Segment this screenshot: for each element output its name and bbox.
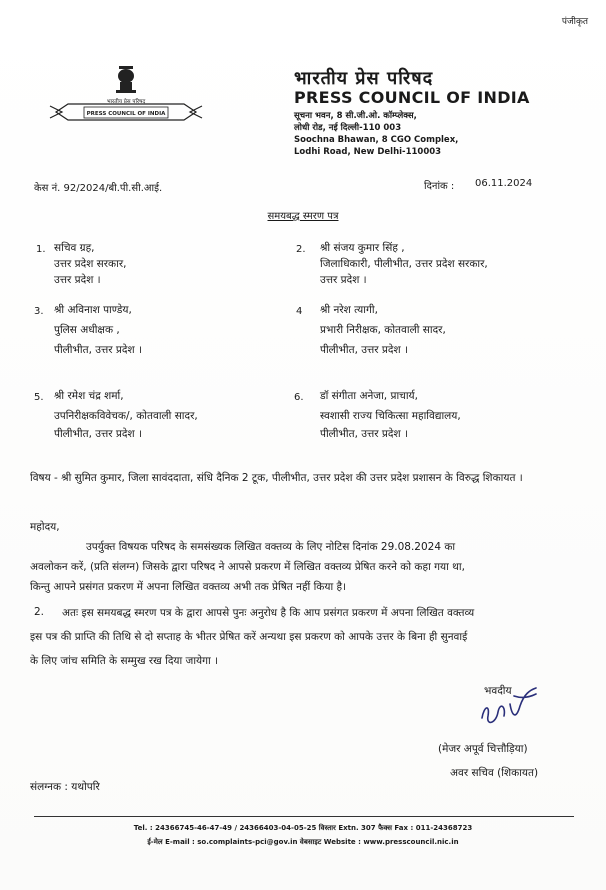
footer-web: ई-मेल E-mail : so.complaints-pci@gov.in वेबसाइट Website : www.presscouncil.nic.in (147, 838, 459, 846)
subject-line: विषय - श्री सुमित कुमार, जिला सावंददाता, संधि दैनिक 2 टूक, पीलीभीत, उत्तर प्रदेश की उत्तर प्रदेश प्रशासन के विरुद्ध शिकायत । (30, 472, 523, 484)
body-line: उपर्युक्त विषयक परिषद के समसंख्यक लिखित वक्तव्य के लिए नोटिस दिनांक 29.08.2024 का (86, 541, 456, 553)
recipient-line: श्री नरेश त्यागी, (320, 304, 378, 316)
recipient-line: उत्तर प्रदेश । (320, 274, 367, 286)
registered-note: पंजीकृत (561, 17, 588, 27)
recipient-line: जिलाधिकारी, पीलीभीत, उत्तर प्रदेश सरकार, (320, 258, 488, 270)
handwritten-signature-icon (470, 676, 550, 736)
recipient-number: 5. (34, 392, 44, 403)
recipient-line: पीलीभीत, उत्तर प्रदेश । (320, 344, 408, 356)
emblem-hindi-text: भारतीय प्रेस परिषद (106, 99, 146, 105)
address-line: सूचना भवन, 8 सी.जी.ओ. कॉम्प्लेक्स, (294, 111, 417, 121)
recipient-number: 6. (294, 392, 304, 403)
recipient-line: पीलीभीत, उत्तर प्रदेश । (54, 344, 142, 356)
recipient-line: श्री संजय कुमार सिंह , (320, 242, 405, 254)
recipient-line: उपनिरीक्षकविवेचक/, कोतवाली सादर, (54, 410, 198, 422)
recipient-line: डॉ संगीता अनेजा, प्राचार्य, (320, 390, 418, 402)
recipient-number: 1. (36, 244, 46, 255)
press-council-emblem-icon (48, 60, 204, 140)
footer-contact: Tel. : 24366745-46-47-49 / 24366403-04-05-25 विस्तार Extn. 307 फैक्स Fax : 011-24368723 (133, 824, 473, 832)
recipient-line: पीलीभीत, उत्तर प्रदेश । (54, 428, 142, 440)
date-label: दिनांक : (424, 181, 455, 192)
body-line: अवलोकन करें, (प्रति संलग्न) जिसके द्वारा परिषद ने आपसे प्रकरण में लिखित वक्तव्य प्रेषित करने को कहा गया था, (30, 561, 465, 573)
date-value: 06.11.2024 (475, 178, 533, 189)
org-name-hindi: भारतीय प्रेस परिषद (294, 68, 434, 89)
recipient-line: पीलीभीत, उत्तर प्रदेश । (320, 428, 408, 440)
recipient-line: प्रभारी निरीक्षक, कोतवाली सादर, (320, 324, 446, 336)
salutation: महोदय, (30, 521, 60, 533)
org-name-english: PRESS COUNCIL OF INDIA (294, 88, 530, 107)
signatory-title: अवर सचिव (शिकायत) (450, 767, 539, 779)
recipient-line: पुलिस अधीक्षक , (54, 324, 120, 336)
emblem-english-text: PRESS COUNCIL OF INDIA (86, 111, 166, 117)
recipient-number: 2. (296, 244, 306, 255)
paragraph-number: 2. (34, 606, 45, 618)
recipient-line: उत्तर प्रदेश सरकार, (54, 258, 127, 270)
body-line: किन्तु आपने प्रसंगत प्रकरण में अपना लिखित वक्तव्य अभी तक प्रेषित नहीं किया है। (30, 581, 347, 593)
recipient-line: श्री रमेश चंद्र शर्मा, (54, 390, 124, 402)
body-line: अतः इस समयबद्ध स्मरण पत्र के द्वारा आपसे पुनः अनुरोध है कि आप प्रसंगत प्रकरण में अपना लिखित वक्तव्य (62, 607, 475, 619)
recipient-line: श्री अविनाश पाण्डेय, (54, 304, 132, 316)
letter-title: समयबद्ध स्मरण पत्र (267, 211, 339, 222)
recipient-line: उत्तर प्रदेश । (54, 274, 101, 286)
enclosure-note: संलग्नक : यथोपरि (30, 781, 100, 793)
recipient-number: 4 (296, 306, 303, 317)
footer-divider (34, 816, 574, 817)
body-line: के लिए जांच समिति के सम्मुख रख दिया जायेगा । (30, 655, 219, 667)
body-line: इस पत्र की प्राप्ति की तिथि से दो सप्ताह के भीतर प्रेषित करें अन्यथा इस प्रकरण को आपके उत्तर के बिना ही सुनवाई (30, 631, 468, 643)
closing: भवदीय (484, 685, 512, 697)
recipient-line: स्वशासी राज्य चिकित्सा महाविद्यालय, (320, 410, 461, 422)
recipient-number: 3. (34, 306, 44, 317)
recipient-line: सचिव ग्रह, (54, 242, 95, 254)
address-line: Lodhi Road, New Delhi-110003 (294, 147, 442, 157)
address-line: लोधी रोड, नई दिल्ली-110 003 (294, 123, 402, 133)
address-line: Soochna Bhawan, 8 CGO Complex, (294, 135, 459, 145)
signatory-name: (मेजर अपूर्व चित्तौड़िया) (438, 743, 528, 755)
case-number: केस नं. 92/2024/बी.पी.सी.आई. (34, 183, 163, 194)
